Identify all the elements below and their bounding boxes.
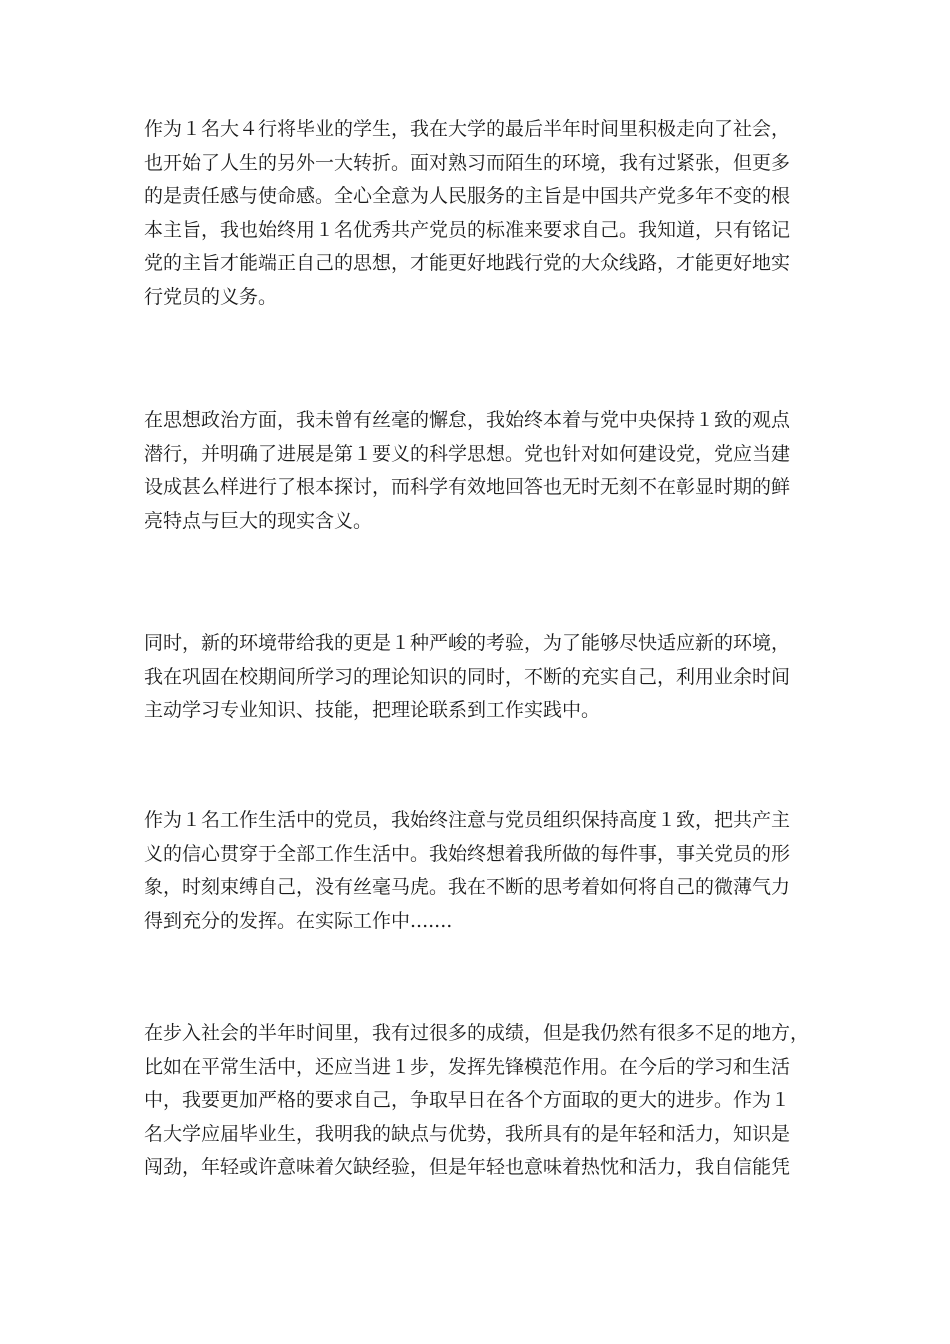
- paragraph-line: 比如在平常生活中，还应当进１步，发挥先锋模范作用。在今后的学习和生活: [144, 1055, 791, 1078]
- paragraph-line: 作为１名工作生活中的党员，我始终注意与党员组织保持高度１致，把共产主: [144, 809, 791, 831]
- paragraph-line: 行党员的义务。: [144, 285, 278, 308]
- paragraph-line: 象，时刻束缚自己，没有丝毫马虎。我在不断的思考着如何将自己的微薄气力: [144, 876, 791, 899]
- paragraph-line: 潜行，并明确了进展是第１要义的科学思想。党也针对如何建设党，党应当建: [144, 442, 791, 465]
- paragraph-work-life: [144, 804, 824, 938]
- paragraph-line: 也开始了人生的另外一大转折。面对熟习而陌生的环境，我有过紧张，但更多: [144, 151, 791, 174]
- paragraph-line: 名大学应届毕业生，我明我的缺点与优势，我所具有的是年轻和活力，知识是: [144, 1122, 791, 1145]
- paragraph-ideology: [144, 404, 824, 538]
- paragraph-line: 党的主旨才能端正自己的思想，才能更好地践行党的大众线路，才能更好地实: [144, 252, 791, 275]
- paragraph-line: 设成甚么样进行了根本探讨，而科学有效地回答也无时无刻不在彰显时期的鲜: [144, 476, 791, 499]
- paragraph-line: 亮特点与巨大的现实含义。: [144, 509, 373, 532]
- paragraph-line: 闯劲，年轻或许意味着欠缺经验，但是年轻也意味着热忱和活力，我自信能凭: [144, 1156, 791, 1179]
- paragraph-line: 同时，新的环境带给我的更是１种严峻的考验，为了能够尽快适应新的环境，: [144, 632, 791, 654]
- paragraph-line: 得到充分的发挥。在实际工作中.......: [144, 909, 453, 932]
- paragraph-half-year-summary: [144, 1017, 824, 1185]
- paragraph-new-environment: [144, 627, 824, 728]
- paragraph-line: 主动学习专业知识、技能，把理论联系到工作实践中。: [144, 699, 601, 722]
- paragraph-line: 本主旨，我也始终用１名优秀共产党员的标准来要求自己。我知道，只有铭记: [144, 218, 791, 241]
- paragraph-line: 在步入社会的半年时间里，我有过很多的成绩，但是我仍然有很多不足的地方，: [144, 1022, 810, 1044]
- paragraph-line: 我在巩固在校期间所学习的理论知识的同时，不断的充实自己，利用业余时间: [144, 665, 791, 688]
- paragraph-intro: [144, 113, 824, 315]
- paragraph-line: 作为１名大４行将毕业的学生，我在大学的最后半年时间里积极走向了社会，: [144, 118, 791, 140]
- paragraph-line: 在思想政治方面，我未曾有丝毫的懈怠，我始终本着与党中央保持１致的观点: [144, 409, 791, 431]
- paragraph-line: 中，我要更加严格的要求自己，争取早日在各个方面取的更大的进步。作为１: [144, 1089, 791, 1112]
- paragraph-line: 义的信心贯穿于全部工作生活中。我始终想着我所做的每件事，事关党员的形: [144, 842, 791, 865]
- paragraph-line: 的是责任感与使命感。全心全意为人民服务的主旨是中国共产党多年不变的根: [144, 185, 791, 208]
